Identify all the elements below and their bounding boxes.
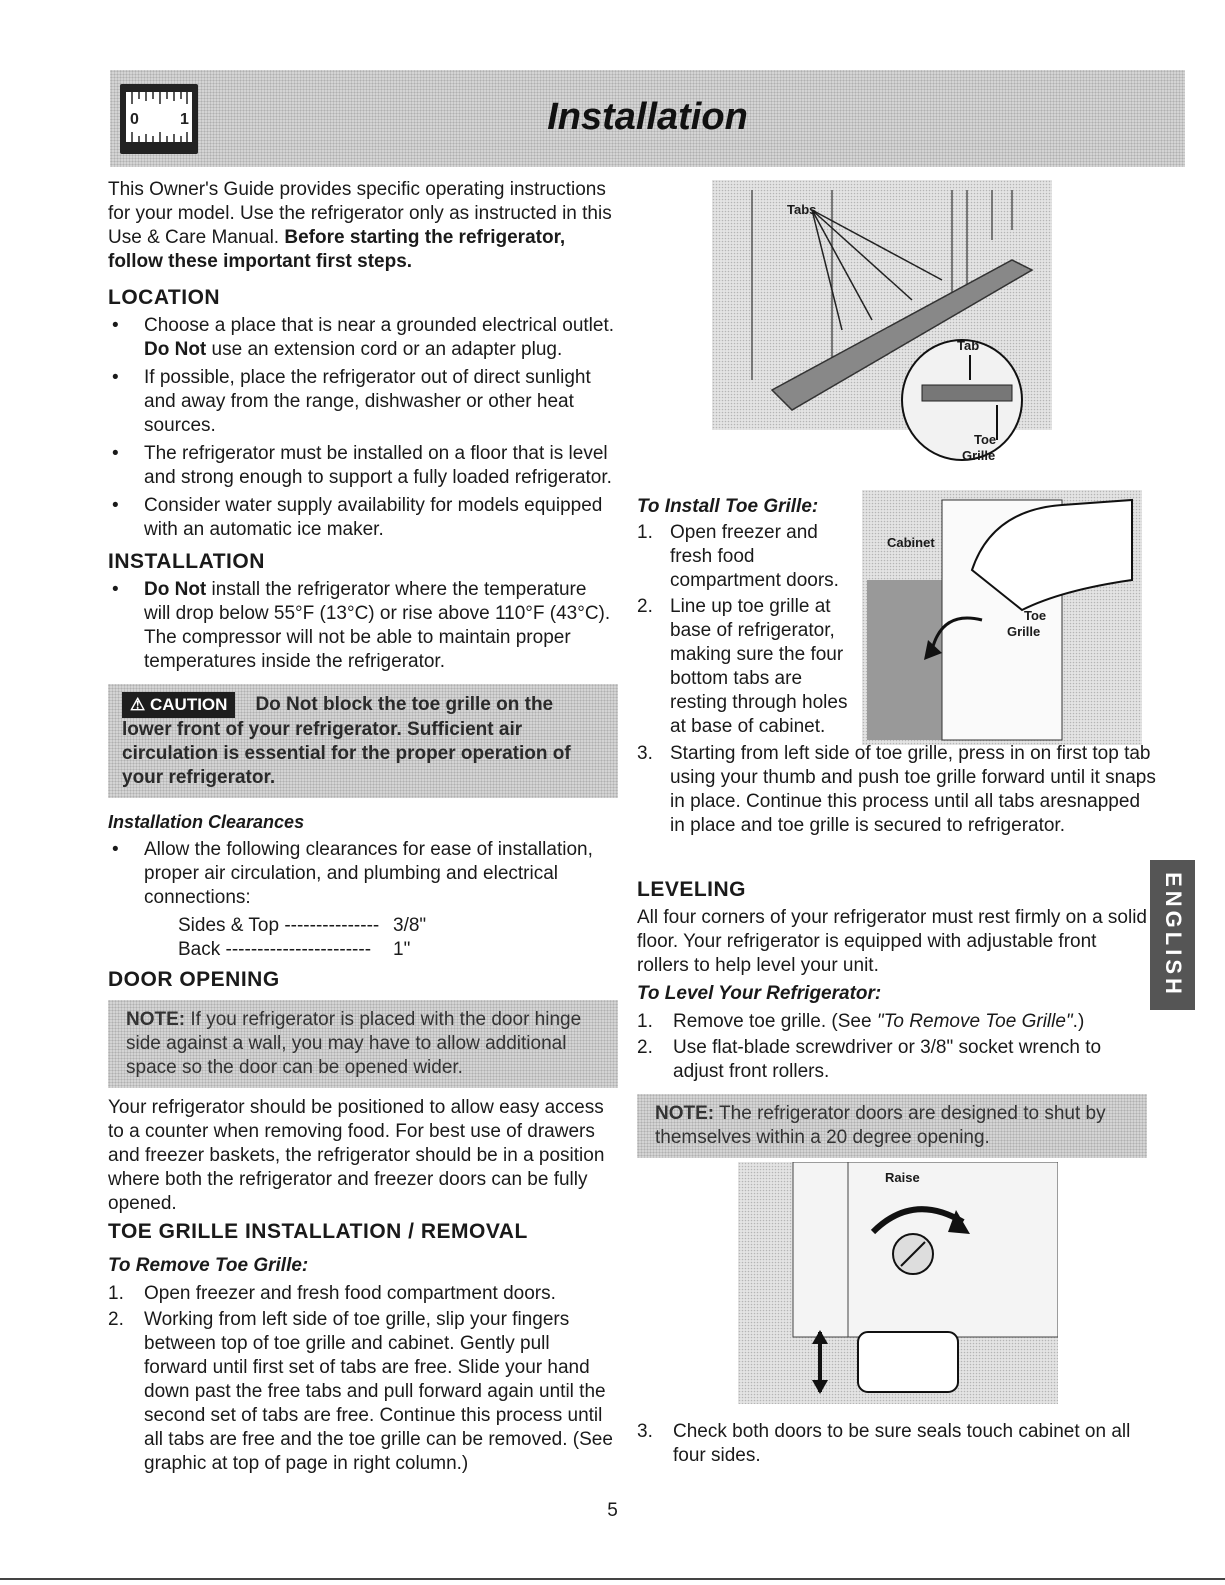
page-header <box>110 70 1185 167</box>
clearances-heading: Installation Clearances <box>108 812 305 832</box>
leveling-paragraph: All four corners of your refrigerator must rest firmly on a solid floor. Your refrigerator is equipped with adjustable front rollers to help level your unit. <box>637 907 1148 976</box>
bottom-rule <box>0 1578 1225 1580</box>
door-opening-paragraph: Your refrigerator should be positioned to allow easy access to a counter when removing food. For best use of drawers and freezer baskets, the refrigerator should be in a position where both the refrigerator and freezer doors can be fully opened. <box>108 1097 605 1214</box>
location-list <box>108 314 618 542</box>
label-toe: Toe <box>974 432 997 447</box>
list-item: • If possible, place the refrigerator out of direct sunlight and away from the range, dishwasher or other heat sources. <box>108 366 618 438</box>
remove-toe-grille-heading: To Remove Toe Grille: <box>108 1255 309 1276</box>
toe-grille-tabs-figure <box>712 180 1062 480</box>
clearance-row: Back ----------------------- 1" <box>178 939 411 960</box>
list-item: 1. Open freezer and fresh food compartment doors. <box>108 1283 556 1304</box>
install-toe-grille-heading: To Install Toe Grille: <box>637 496 819 517</box>
caution-badge: ⚠ CAUTION <box>122 692 235 718</box>
list-item: • Choose a place that is near a grounded electrical outlet. Do Not use an extension cord or an adapter plug. <box>108 314 618 362</box>
list-item: 2. Line up toe grille at base of refrigerator, making sure the four bottom tabs are resting through holes at base of cabinet. <box>637 596 848 737</box>
label-tab: Tab <box>957 338 980 353</box>
door-opening-heading: DOOR OPENING <box>108 968 280 991</box>
ruler-label-1: 1 <box>180 111 189 128</box>
leveling-heading: LEVELING <box>637 878 747 901</box>
installation-list <box>108 578 618 674</box>
clearance-row: Sides & Top --------------- 3/8" <box>178 915 427 936</box>
leveling-note-box: NOTE: The refrigerator doors are designed to shut by themselves within a 20 degree opening. <box>637 1094 1147 1158</box>
ruler-label-0: 0 <box>130 111 139 128</box>
install-steps <box>637 521 862 739</box>
install-step-3 <box>637 742 1157 840</box>
intro-paragraph: This Owner's Guide provides specific operating instructions for your model. Use the refrigerator only as instructed in this Use & Care Manual. Before starting the refrigerator, follow these important first steps. <box>108 179 612 272</box>
label-cabinet: Cabinet <box>887 535 935 550</box>
level-refrigerator-heading: To Level Your Refrigerator: <box>637 983 882 1004</box>
list-item: 1. Remove toe grille. (See "To Remove Toe Grille".) <box>637 1011 1085 1032</box>
list-item: 3. Starting from left side of toe grille, press in on first top tab using your thumb and push toe grille forward until it snaps in place. Continue this process until all tabs aresnapped in place and toe grille is secured to refrigerator. <box>637 743 1156 836</box>
clearances-list <box>108 838 618 910</box>
label-grille: Grille <box>962 448 996 463</box>
install-grille-figure <box>862 490 1142 745</box>
list-item: 1. Open freezer and fresh food compartment doors. <box>637 522 839 591</box>
language-tab: ENGLISH <box>1150 860 1195 1010</box>
list-item: • Consider water supply availability for models equipped with an automatic ice maker. <box>108 494 618 542</box>
warning-icon: ⚠ <box>130 695 146 714</box>
list-item: • Do Not install the refrigerator where the temperature will drop below 55°F (13°C) or rise above 110°F (43°C). The compressor will not be able to maintain proper temperatures inside the refrigerator. <box>108 578 618 674</box>
label-grille-2: Grille <box>1007 624 1041 639</box>
location-heading: LOCATION <box>108 286 221 309</box>
list-item: • Allow the following clearances for ease of installation, proper air circulation, and plumbing and electrical connections: <box>108 838 618 910</box>
label-raise: Raise <box>885 1170 920 1185</box>
left-column <box>108 178 618 1478</box>
level-steps <box>637 1010 1147 1084</box>
remove-steps <box>108 1282 618 1476</box>
toe-grille-heading: TOE GRILLE INSTALLATION / REMOVAL <box>108 1220 528 1243</box>
install-grille-text <box>637 495 862 741</box>
leveling-step-3 <box>637 1420 1157 1470</box>
list-item: • The refrigerator must be installed on a floor that is level and strong enough to support a fully loaded refrigerator. <box>108 442 618 490</box>
caution-box: ⚠ CAUTION Do Not block the toe grille on the lower front of your refrigerator. Sufficient air circulation is essential for the proper operation of your refrigerator. <box>108 684 618 798</box>
level-roller-figure <box>738 1162 1058 1404</box>
leveling-section <box>637 878 1147 1158</box>
list-item: 3. Check both doors to be sure seals touch cabinet on all four sides. <box>637 1421 1131 1466</box>
installation-heading: INSTALLATION <box>108 550 265 573</box>
list-item: 2. Use flat-blade screwdriver or 3/8" socket wrench to adjust front rollers. <box>637 1037 1102 1082</box>
page-title: Installation <box>547 96 748 138</box>
page-number: 5 <box>607 1500 618 1521</box>
list-item: 2. Working from left side of toe grille, slip your fingers between top of toe grille and cabinet. Gently pull forward until first set of tabs are free. Slide your hand down past the free tabs and pull forward again until the second set of tabs are free. Continue this process until all tabs are free and the toe grille can be removed. (See graphic at top of page in right column.) <box>108 1309 613 1474</box>
label-toe-2: Toe <box>1024 608 1047 623</box>
label-tabs: Tabs <box>787 202 817 217</box>
door-note-box: NOTE: If you refrigerator is placed with the door hinge side against a wall, you may have to allow additional space so the door can be opened wider. <box>108 1000 618 1088</box>
